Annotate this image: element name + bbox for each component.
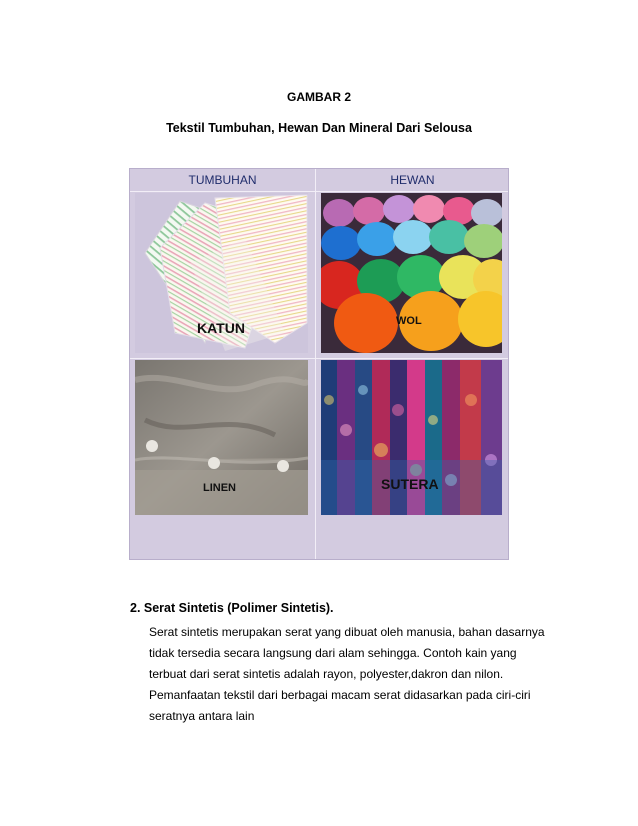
- photo-label-wol: WOL: [396, 315, 422, 327]
- photo-sutera: [321, 360, 502, 515]
- paragraph-line: Pemanfaatan tekstil dari berbagai macam serat didasarkan pada ciri-ciri: [149, 688, 531, 702]
- column-header-tumbuhan: TUMBUHAN: [188, 173, 257, 187]
- section-paragraph: [149, 622, 562, 727]
- photo-katun: [135, 193, 308, 353]
- figure-table: [129, 168, 509, 560]
- photo-wol: [321, 193, 502, 353]
- paragraph-line: tidak tersedia secara langsung dari alam sehingga. Contoh kain yang: [149, 646, 517, 660]
- paragraph-line: terbuat dari serat sintetis adalah rayon, polyester,dakron dan nilon.: [149, 667, 504, 681]
- photo-label-sutera: SUTERA: [381, 476, 439, 492]
- photo-linen: [135, 360, 308, 515]
- photo-label-katun: KATUN: [197, 320, 245, 336]
- figure-subtitle: Tekstil Tumbuhan, Hewan Dan Mineral Dari Selousa: [166, 121, 472, 135]
- table-divider: [315, 169, 316, 559]
- table-divider: [130, 191, 508, 192]
- paragraph-line: Serat sintetis merupakan serat yang dibuat oleh manusia, bahan dasarnya: [149, 625, 545, 639]
- figure-title: GAMBAR 2: [286, 90, 351, 104]
- paragraph-line: seratnya antara lain: [149, 709, 255, 723]
- section-heading: 2. Serat Sintetis (Polimer Sintetis).: [130, 601, 334, 615]
- table-divider: [130, 358, 508, 359]
- photo-label-linen: LINEN: [203, 482, 236, 494]
- column-header-hewan: HEWAN: [390, 173, 435, 187]
